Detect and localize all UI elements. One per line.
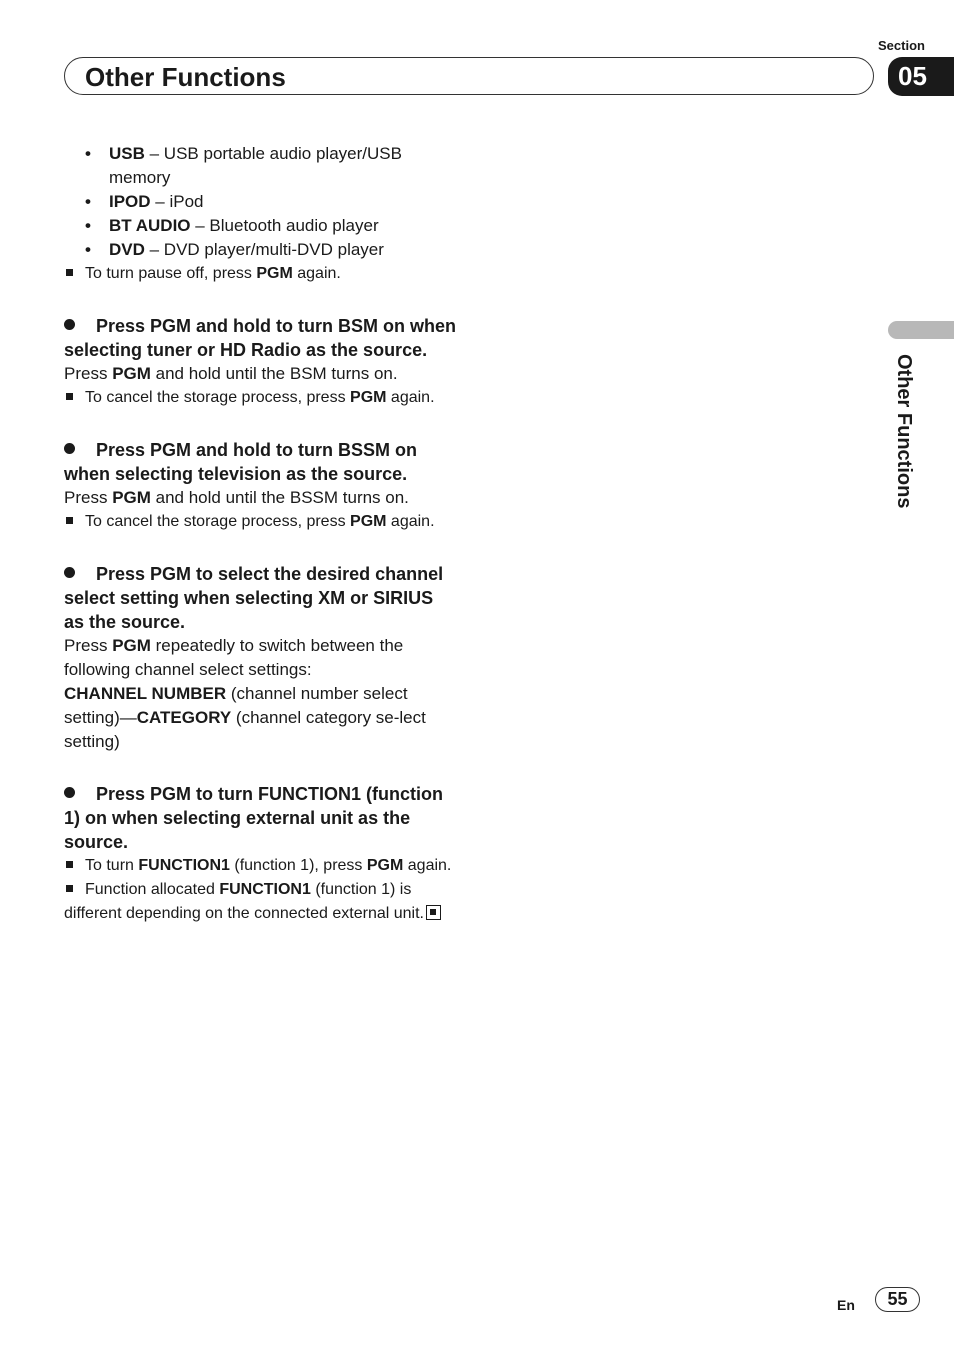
note-keyword: PGM <box>350 513 387 530</box>
source-desc: – DVD player/multi-DVD player <box>144 240 384 259</box>
page-title-bar <box>64 57 874 95</box>
page-number: 55 <box>875 1287 920 1312</box>
bsm-heading: Press PGM and hold to turn BSM on when selecting tuner or HD Radio as the source. <box>64 316 457 360</box>
note-keyword: PGM <box>366 857 404 874</box>
note-text: (function 1), press <box>229 857 367 874</box>
list-item <box>109 238 456 262</box>
option-text: (channel category se-lect setting) <box>64 708 426 751</box>
note-text: Function allocated <box>85 881 220 898</box>
note-text: To turn <box>85 857 139 874</box>
function1-heading: Press PGM to turn FUNCTION1 (function 1) on when selecting external unit as the source. <box>64 782 456 854</box>
note-text: again. <box>386 389 435 406</box>
bssm-note <box>64 510 456 534</box>
note-square-icon <box>66 269 73 276</box>
body-keyword: PGM <box>112 636 151 655</box>
source-desc: – Bluetooth audio player <box>190 216 379 235</box>
note-square-icon <box>66 861 73 868</box>
page-title: Other Functions <box>85 62 286 92</box>
note-text: (function 1) is different depending on the connected external unit. <box>64 881 424 922</box>
note-text: again. <box>292 265 341 282</box>
section-number-tab: 05 <box>888 57 954 96</box>
body-text: Press <box>64 636 113 655</box>
body-text: and hold until the BSM turns on. <box>150 364 398 383</box>
body-text: Press <box>64 488 113 507</box>
note-text: To cancel the storage process, press <box>85 513 351 530</box>
source-desc: – iPod <box>150 192 204 211</box>
main-content <box>64 142 456 926</box>
body-text: repeatedly to switch between the following channel select settings: <box>64 636 404 679</box>
bsm-body <box>64 362 456 386</box>
note-text: To cancel the storage process, press <box>85 389 351 406</box>
source-list <box>64 142 456 262</box>
pause-note <box>64 262 456 286</box>
channel-options <box>64 682 456 754</box>
option-keyword: CHANNEL NUMBER <box>64 684 227 703</box>
note-square-icon <box>66 517 73 524</box>
channel-body <box>64 634 456 682</box>
end-mark-icon <box>426 905 441 920</box>
source-name: BT AUDIO <box>109 216 191 235</box>
source-desc: – USB portable audio player/USB memory <box>109 144 402 187</box>
option-keyword: CATEGORY <box>136 708 232 727</box>
note-text: To turn pause off, press <box>85 265 257 282</box>
source-name: IPOD <box>109 192 151 211</box>
source-name: DVD <box>109 240 145 259</box>
note-keyword: PGM <box>256 265 293 282</box>
source-name: USB <box>109 144 145 163</box>
function1-allocation-note <box>64 878 456 926</box>
body-text: and hold until the BSSM turns on. <box>150 488 409 507</box>
bssm-heading: Press PGM and hold to turn BSSM on when selecting television as the source. <box>64 438 456 486</box>
list-item <box>109 190 456 214</box>
section-label: Section <box>878 38 925 53</box>
list-item <box>109 214 456 238</box>
note-keyword: FUNCTION1 <box>138 857 230 874</box>
option-text: (channel number select setting)— <box>64 684 408 727</box>
body-keyword: PGM <box>112 488 151 507</box>
footer-language: En <box>837 1297 855 1313</box>
bssm-body <box>64 486 456 510</box>
list-item <box>109 142 456 190</box>
bsm-note <box>64 386 456 410</box>
body-keyword: PGM <box>112 364 151 383</box>
side-tab-label: Other Functions <box>893 354 915 509</box>
side-tab-marker <box>888 321 954 339</box>
channel-heading: Press PGM to select the desired channel select setting when selecting XM or SIRIUS as the source. <box>64 562 456 634</box>
note-keyword: FUNCTION1 <box>219 881 311 898</box>
note-square-icon <box>66 885 73 892</box>
note-square-icon <box>66 393 73 400</box>
body-text: Press <box>64 364 113 383</box>
note-keyword: PGM <box>350 389 387 406</box>
function1-note <box>64 854 456 878</box>
note-text: again. <box>403 857 452 874</box>
note-text: again. <box>386 513 435 530</box>
